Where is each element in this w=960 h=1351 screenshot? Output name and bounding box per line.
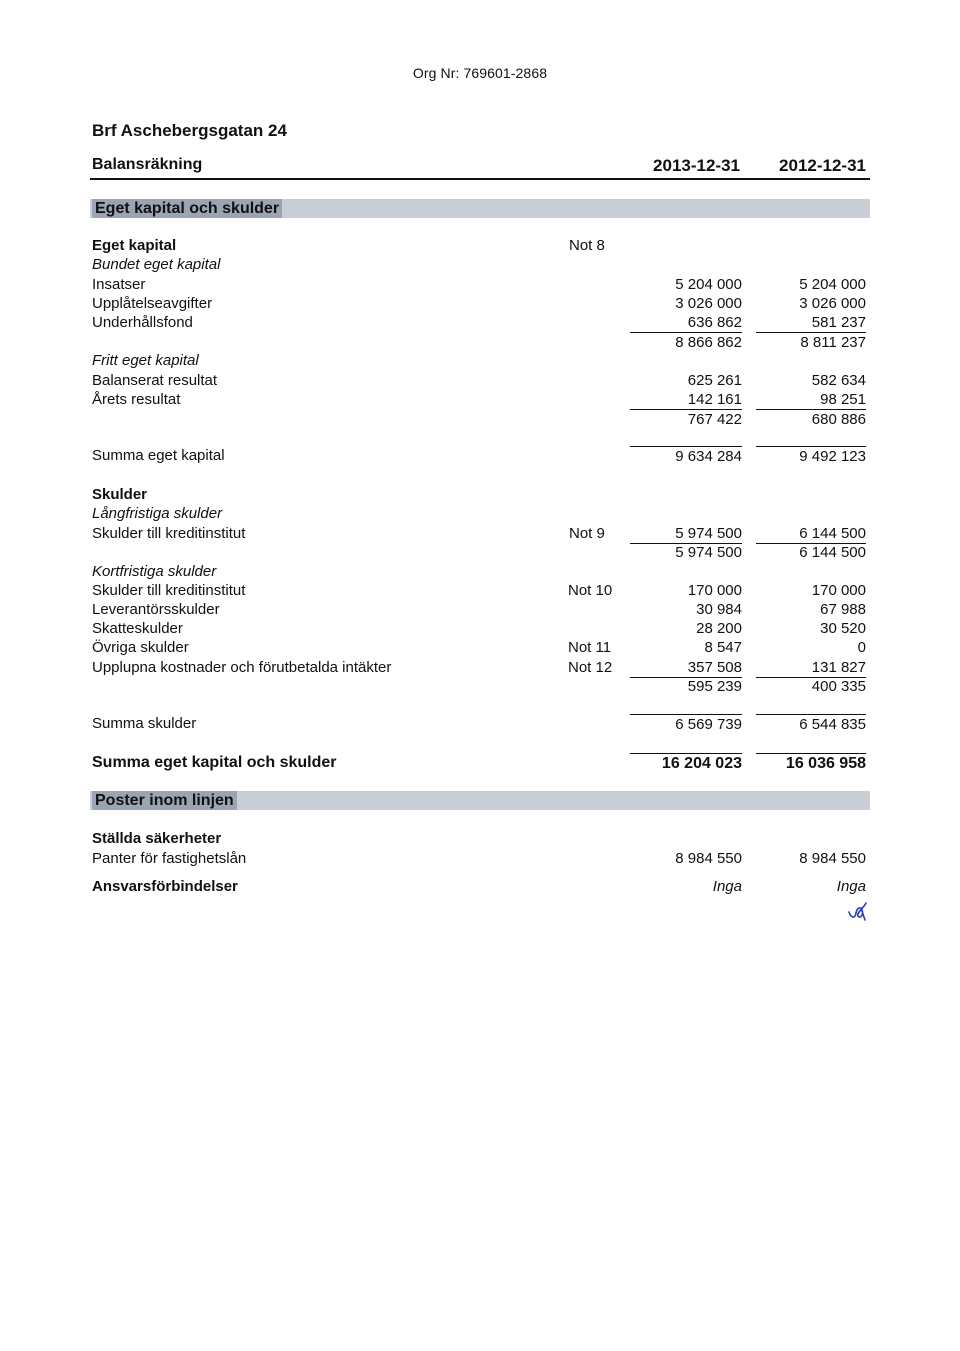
row-ansvarsforbindelser — [90, 877, 870, 896]
page-title: Balansräkning — [92, 156, 203, 173]
value-2013: 9 634 284 — [630, 446, 742, 466]
initials-signature-icon — [846, 900, 870, 922]
row-balanserat-resultat — [90, 371, 870, 390]
row-stallda-sakerheter — [90, 829, 870, 848]
value-2012: 581 237 — [756, 313, 866, 333]
value-2013: 5 974 500 — [630, 524, 742, 544]
row-label: Skulder till kreditinstitut — [92, 525, 246, 542]
value-2012: 98 251 — [756, 390, 866, 410]
column-header-2012: 2012-12-31 — [779, 156, 866, 175]
table-header — [90, 156, 870, 180]
value-2013: 8 866 862 — [675, 334, 742, 351]
row-label: Långfristiga skulder — [92, 505, 223, 522]
row-fritt-eget-kapital — [90, 351, 870, 370]
row-label: Kortfristiga skulder — [92, 563, 217, 580]
value-2013: 28 200 — [696, 620, 742, 637]
value-2013: 16 204 023 — [630, 753, 742, 773]
row-label: Skulder — [92, 486, 148, 503]
row-label: Summa eget kapital och skulder — [92, 754, 337, 771]
value-2012: 16 036 958 — [756, 753, 866, 773]
row-arets-resultat — [90, 390, 870, 409]
value-2012: 6 144 500 — [756, 524, 866, 544]
row-leverantorsskulder — [90, 600, 870, 619]
row-eget-kapital — [90, 236, 870, 255]
value-2013: 8 984 550 — [675, 850, 742, 867]
value-2012: 9 492 123 — [756, 446, 866, 466]
row-upplatelseavgifter — [90, 294, 870, 313]
row-skatteskulder — [90, 619, 870, 638]
note-ref: Not 8 — [569, 237, 605, 254]
value-2013: 767 422 — [687, 411, 742, 428]
row-label: Summa eget kapital — [92, 447, 225, 464]
value-2013: 357 508 — [630, 658, 742, 678]
row-kort-subtotal — [90, 677, 870, 696]
note-ref: Not 12 — [568, 659, 613, 676]
row-lang-subtotal — [90, 543, 870, 562]
row-label: Skulder till kreditinstitut — [92, 582, 246, 599]
value-2013: 30 984 — [696, 601, 742, 618]
section-band-off-balance — [90, 791, 870, 810]
row-label: Årets resultat — [92, 391, 181, 408]
row-label: Underhållsfond — [92, 314, 193, 331]
value-2012: 5 204 000 — [799, 276, 866, 293]
row-panter — [90, 849, 870, 868]
value-2013: 625 261 — [687, 372, 742, 389]
row-kort-kreditinstitut — [90, 581, 870, 600]
value-2012: 8 811 237 — [800, 334, 866, 351]
value-2012: 6 544 835 — [756, 714, 866, 734]
row-label: Insatser — [92, 276, 146, 293]
value-2013: 8 547 — [704, 639, 742, 656]
row-label: Ställda säkerheter — [92, 830, 222, 847]
value-2012: 680 886 — [811, 411, 866, 428]
value-2012: 131 827 — [756, 658, 866, 678]
row-label: Upplåtelseavgifter — [92, 295, 213, 312]
value-2013: 142 161 — [630, 390, 742, 410]
row-lang-kreditinstitut — [90, 524, 870, 543]
value-2013: Inga — [712, 878, 742, 895]
value-2013: 170 000 — [687, 582, 742, 599]
value-2012: 0 — [857, 639, 866, 656]
row-label: Upplupna kostnader och förutbetalda intäkter — [92, 659, 392, 676]
row-label: Skatteskulder — [92, 620, 183, 637]
value-2012: 582 634 — [811, 372, 866, 389]
row-label: Övriga skulder — [92, 639, 189, 656]
value-2013: 6 569 739 — [630, 714, 742, 734]
row-label: Bundet eget kapital — [92, 256, 221, 273]
row-ovriga-skulder — [90, 638, 870, 657]
value-2012: 6 144 500 — [799, 544, 866, 561]
value-2013: 636 862 — [630, 313, 742, 333]
section-title: Poster inom linjen — [92, 791, 237, 810]
note-ref: Not 10 — [568, 582, 613, 599]
section-band-equity-liabilities — [90, 199, 870, 218]
row-summa-eget-kapital — [90, 446, 870, 465]
value-2012: 170 000 — [811, 582, 866, 599]
row-label: Balanserat resultat — [92, 372, 218, 389]
org-number: Org Nr: 769601-2868 — [412, 65, 548, 81]
value-2012: 3 026 000 — [799, 295, 866, 312]
row-summa-total — [90, 753, 870, 772]
row-langfristiga-heading — [90, 504, 870, 523]
row-label: Eget kapital — [92, 237, 177, 254]
value-2013: 595 239 — [687, 678, 742, 695]
row-label: Panter för fastighetslån — [92, 850, 247, 867]
value-2012: 30 520 — [820, 620, 866, 637]
row-summa-skulder — [90, 714, 870, 733]
company-name: Brf Aschebergsgatan 24 — [92, 121, 287, 140]
row-skulder-heading — [90, 485, 870, 504]
section-title: Eget kapital och skulder — [92, 199, 282, 218]
note-ref: Not 9 — [569, 525, 605, 542]
value-2013: 5 974 500 — [675, 544, 742, 561]
value-2012: Inga — [836, 878, 866, 895]
column-header-2013: 2013-12-31 — [653, 156, 740, 175]
row-fritt-subtotal — [90, 410, 870, 429]
row-bundet-subtotal — [90, 333, 870, 352]
row-underhallsfond — [90, 313, 870, 332]
note-ref: Not 11 — [568, 639, 612, 656]
row-label: Summa skulder — [92, 715, 197, 732]
row-insatser — [90, 275, 870, 294]
value-2012: 67 988 — [820, 601, 866, 618]
value-2013: 5 204 000 — [675, 276, 742, 293]
row-bundet-eget-kapital — [90, 255, 870, 274]
value-2012: 400 335 — [811, 678, 866, 695]
value-2013: 3 026 000 — [675, 295, 742, 312]
row-label: Leverantörsskulder — [92, 601, 220, 618]
row-upplupna-kostnader — [90, 658, 870, 677]
value-2012: 8 984 550 — [799, 850, 866, 867]
row-label: Ansvarsförbindelser — [92, 878, 238, 895]
row-kortfristiga-heading — [90, 562, 870, 581]
row-label: Fritt eget kapital — [92, 352, 199, 369]
